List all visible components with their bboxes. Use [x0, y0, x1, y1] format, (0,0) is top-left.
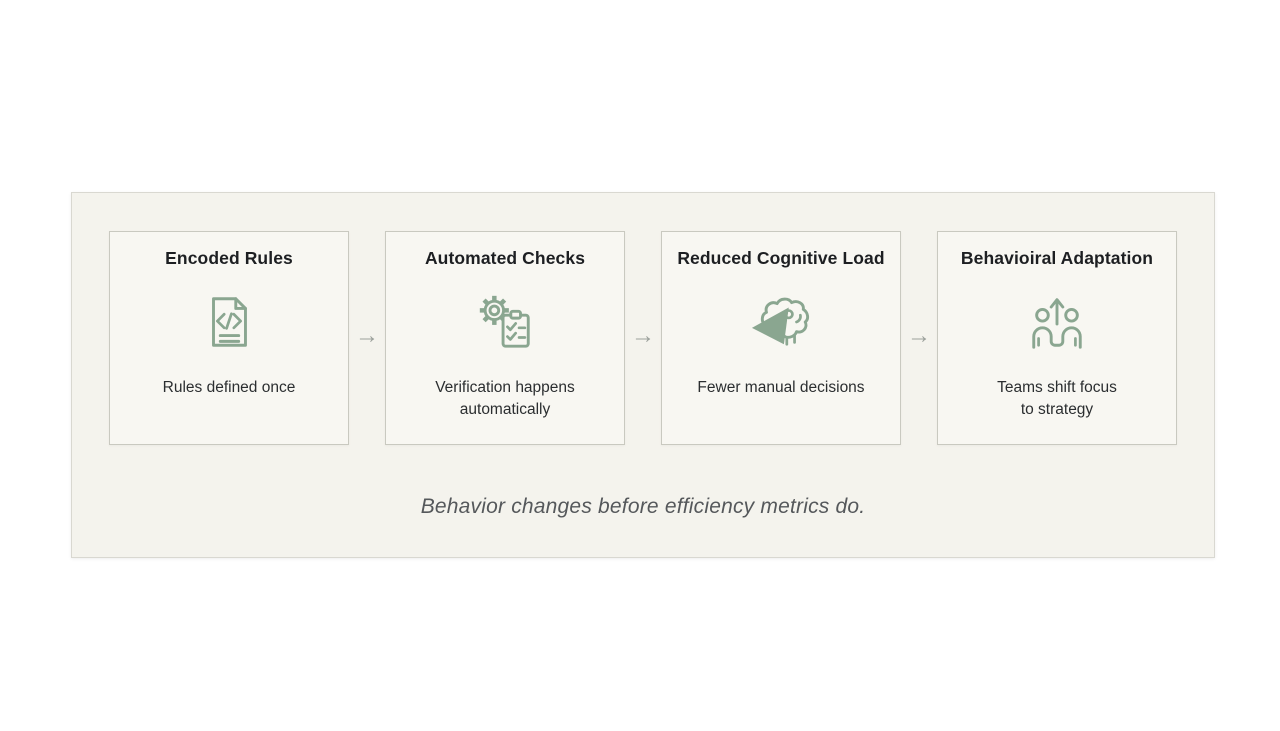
step-caption: Teams shift focus to strategy — [997, 379, 1117, 418]
flow-arrow-icon: → — [907, 322, 931, 349]
team-growth-icon — [938, 291, 1176, 353]
footer-caption: Behavior changes before efficiency metrics do. — [420, 495, 866, 518]
flow-arrow-icon: → — [355, 322, 379, 349]
step-caption: Verification happens automatically — [435, 379, 575, 418]
brain-reduction-icon — [662, 291, 900, 353]
steps-row — [72, 231, 1214, 445]
step-card-reduced-cognitive-load — [661, 231, 901, 445]
step-title: Behavioiral Adaptation — [960, 248, 1154, 268]
step-caption: Fewer manual decisions — [697, 379, 865, 396]
gear-checklist-icon — [386, 291, 624, 353]
step-card-behavioral-adaptation — [937, 231, 1177, 445]
step-title: Reduced Cognitive Load — [677, 248, 885, 268]
arrow-cell — [901, 231, 937, 445]
flow-diagram-panel — [71, 192, 1215, 558]
step-title: Automated Checks — [424, 248, 586, 268]
code-document-icon — [110, 291, 348, 353]
step-card-automated-checks — [385, 231, 625, 445]
step-title: Encoded Rules — [165, 248, 293, 268]
step-caption: Rules defined once — [162, 379, 296, 396]
step-card-encoded-rules — [109, 231, 349, 445]
arrow-cell — [625, 231, 661, 445]
flow-arrow-icon: → — [631, 322, 655, 349]
arrow-cell — [349, 231, 385, 445]
